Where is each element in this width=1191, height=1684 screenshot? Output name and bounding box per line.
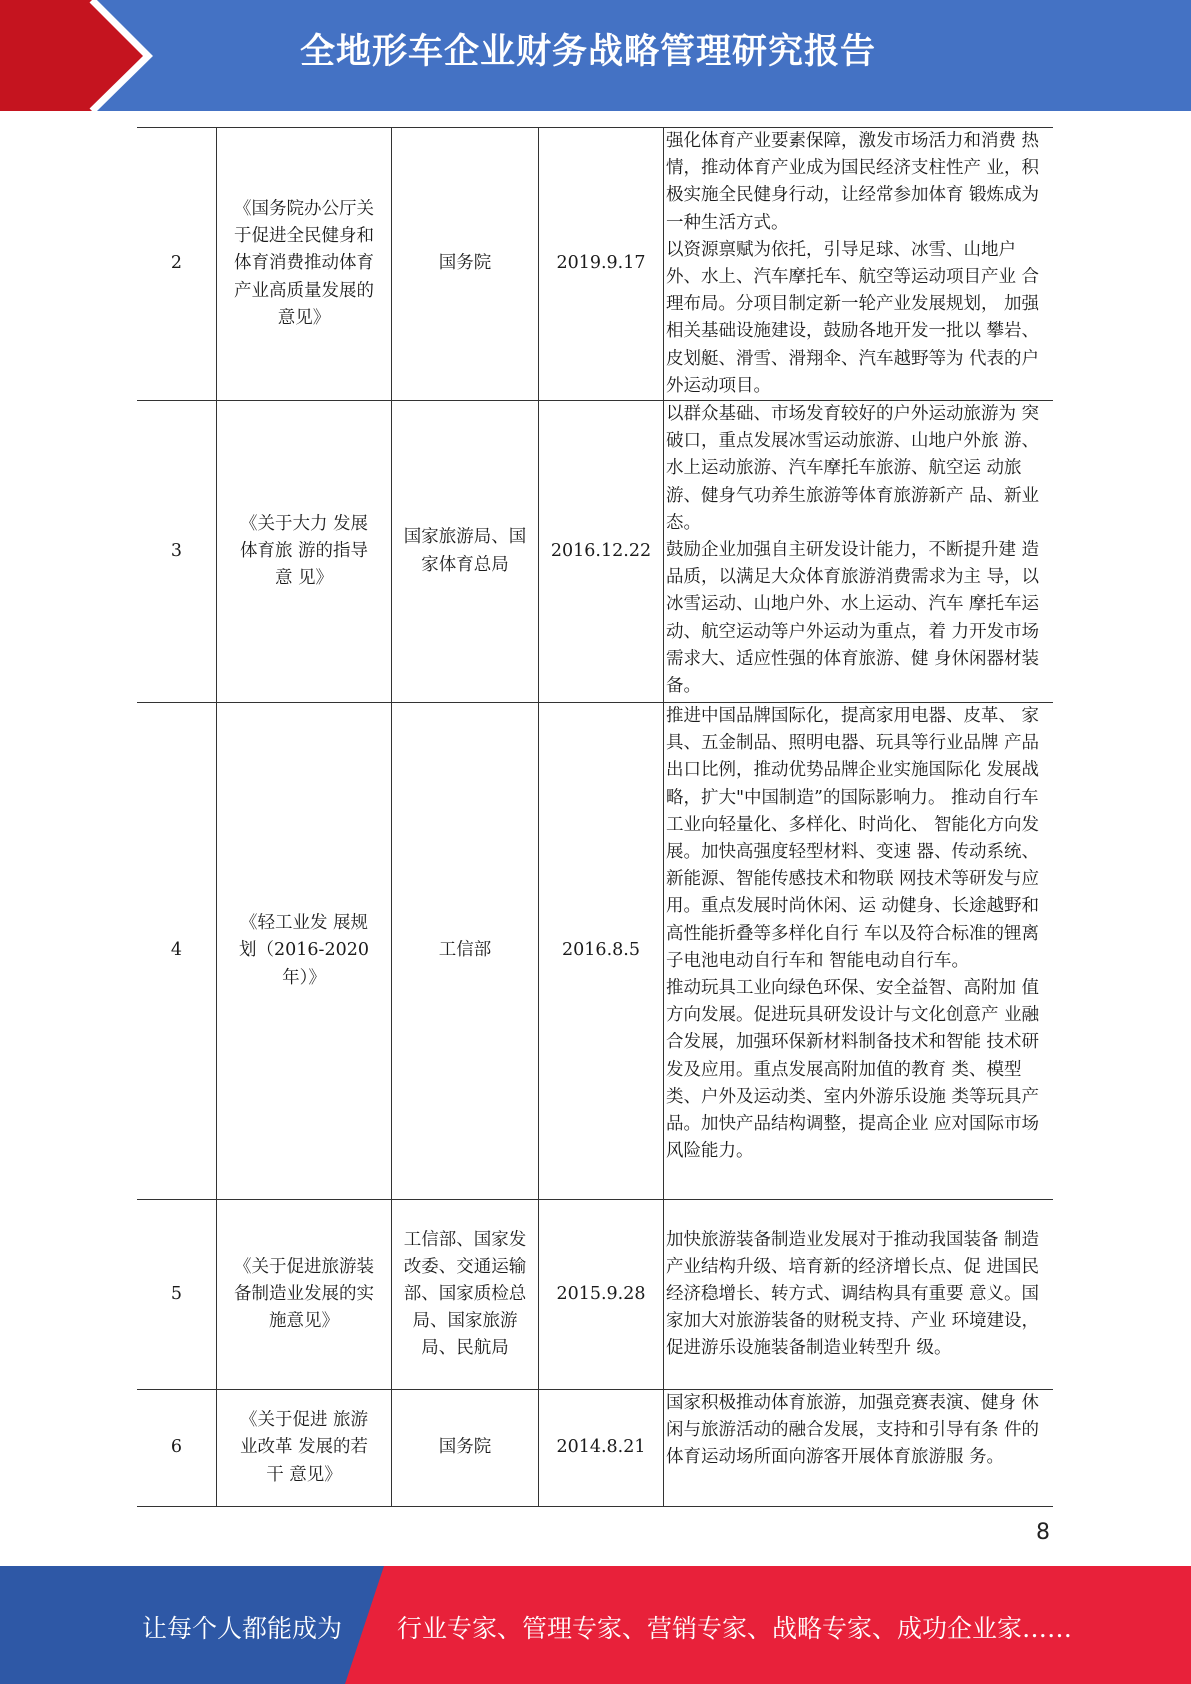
row-number: 6 — [137, 1390, 217, 1507]
table-row — [137, 401, 1053, 703]
page-footer — [0, 1566, 1191, 1684]
policy-content — [664, 1200, 1054, 1390]
issuing-department: 国务院 — [392, 1390, 539, 1507]
content-paragraph: 推动玩具工业向绿色环保、安全益智、高附加 值方向发展。促进玩具研发设计与文化创意产 业融合发展，加强环保新材料制备技术和智能 技术研发及应用。重点发展高附加值的教育 类、模型类、户外及运动类、室内外游乐设施 类等玩具产品。加快产品结构调整，提高企业 应对国际市场风险能力。 — [666, 978, 1040, 1162]
policy-content — [664, 401, 1054, 703]
table-row — [137, 128, 1053, 401]
content-paragraph: 推进中国品牌国际化，提高家用电器、皮革、 家具、五金制品、照明电器、玩具等行业品牌 产品出口比例，推动优势品牌企业实施国际化 发展战略，扩大"中国制造”的国际影响力。 推动自行车工业向轻量化、多样化、时尚化、 智能化方向发展。加快高强度轻型材料、变速 器、传动系统、新能源、智能传感技术和物联 网技术等研发与应用。重点发展时尚休闲、运 动健身、长途越野和高性能折叠等多样化自行 车以及符合标准的锂离子电池电动自行车和 智能电动自行车。 — [666, 706, 1040, 971]
table-row — [137, 1200, 1053, 1390]
footer-slogan-right: 行业专家、管理专家、营销专家、战略专家、成功企业家…… — [397, 1614, 1073, 1643]
policy-content — [664, 703, 1054, 1200]
policy-name: 《关于促进 旅游业改革 发展的若干 意见》 — [217, 1390, 392, 1507]
issue-date: 2016.12.22 — [539, 401, 664, 703]
page-number: 8 — [1036, 1520, 1050, 1545]
issuing-department: 工信部 — [392, 703, 539, 1200]
policy-table — [137, 127, 1053, 1507]
page-header — [0, 0, 1191, 111]
table-row — [137, 1390, 1053, 1507]
row-number: 3 — [137, 401, 217, 703]
row-number: 2 — [137, 128, 217, 401]
table-row — [137, 703, 1053, 1200]
report-title: 全地形车企业财务战略管理研究报告 — [300, 32, 877, 72]
footer-slogan-left: 让每个人都能成为 — [142, 1614, 343, 1643]
issue-date: 2014.8.21 — [539, 1390, 664, 1507]
issue-date: 2019.9.17 — [539, 128, 664, 401]
issue-date: 2016.8.5 — [539, 703, 664, 1200]
policy-content — [664, 1390, 1054, 1507]
row-number: 4 — [137, 703, 217, 1200]
policy-name: 《关于促进旅游装备制造业发展的实施意见》 — [217, 1200, 392, 1390]
content-paragraph: 加快旅游装备制造业发展对于推动我国装备 制造产业结构升级、培育新的经济增长点、促 进国民经济稳增长、转方式、调结构具有重要 意义。国家加大对旅游装备的财税支持、产业 环境建设，促进游乐设施装备制造业转型升 级。 — [666, 1229, 1040, 1359]
issuing-department: 国家旅游局、国家体育总局 — [392, 401, 539, 703]
row-number: 5 — [137, 1200, 217, 1390]
content-paragraph: 强化体育产业要素保障，激发市场活力和消费 热情，推动体育产业成为国民经济支柱性产 业，积极实施全民健身行动，让经常参加体育 锻炼成为一种生活方式。 — [666, 131, 1040, 233]
policy-name: 《关于大力 发展体育旅 游的指导意 见》 — [217, 401, 392, 703]
policy-name: 《国务院办公厅关于促进全民健身和体育消费推动体育产业高质量发展的意见》 — [217, 128, 392, 401]
content-paragraph: 鼓励企业加强自主研发设计能力，不断提升建 造品质，以满足大众体育旅游消费需求为主 导，以冰雪运动、山地户外、水上运动、汽车 摩托车运动、航空运动等户外运动为重点，着 力开发市场需求大、适应性强的体育旅游、健 身休闲器材装备。 — [666, 540, 1040, 697]
content-paragraph: 以资源禀赋为依托，引导足球、冰雪、山地户 外、水上、汽车摩托车、航空等运动项目产业 合理布局。分项目制定新一轮产业发展规划， 加强相关基础设施建设，鼓励各地开发一批以 攀岩、皮划艇、滑雪、滑翔伞、汽车越野等为 代表的户外运动项目。 — [666, 239, 1040, 396]
content-paragraph: 以群众基础、市场发育较好的户外运动旅游为 突破口，重点发展冰雪运动旅游、山地户外旅 游、水上运动旅游、汽车摩托车旅游、航空运 动旅游、健身气功养生旅游等体育旅游新产 品、新业态。 — [666, 404, 1040, 533]
issue-date: 2015.9.28 — [539, 1200, 664, 1390]
policy-content — [664, 128, 1054, 401]
content-paragraph: 国家积极推动体育旅游，加强竞赛表演、健身 休闲与旅游活动的融合发展，支持和引导有条 件的体育运动场所面向游客开展体育旅游服 务。 — [666, 1393, 1040, 1468]
policy-name: 《轻工业发 展规划（2016-2020年）》 — [217, 703, 392, 1200]
issuing-department: 工信部、国家发改委、交通运输部、国家质检总局、国家旅游局、民航局 — [392, 1200, 539, 1390]
issuing-department: 国务院 — [392, 128, 539, 401]
